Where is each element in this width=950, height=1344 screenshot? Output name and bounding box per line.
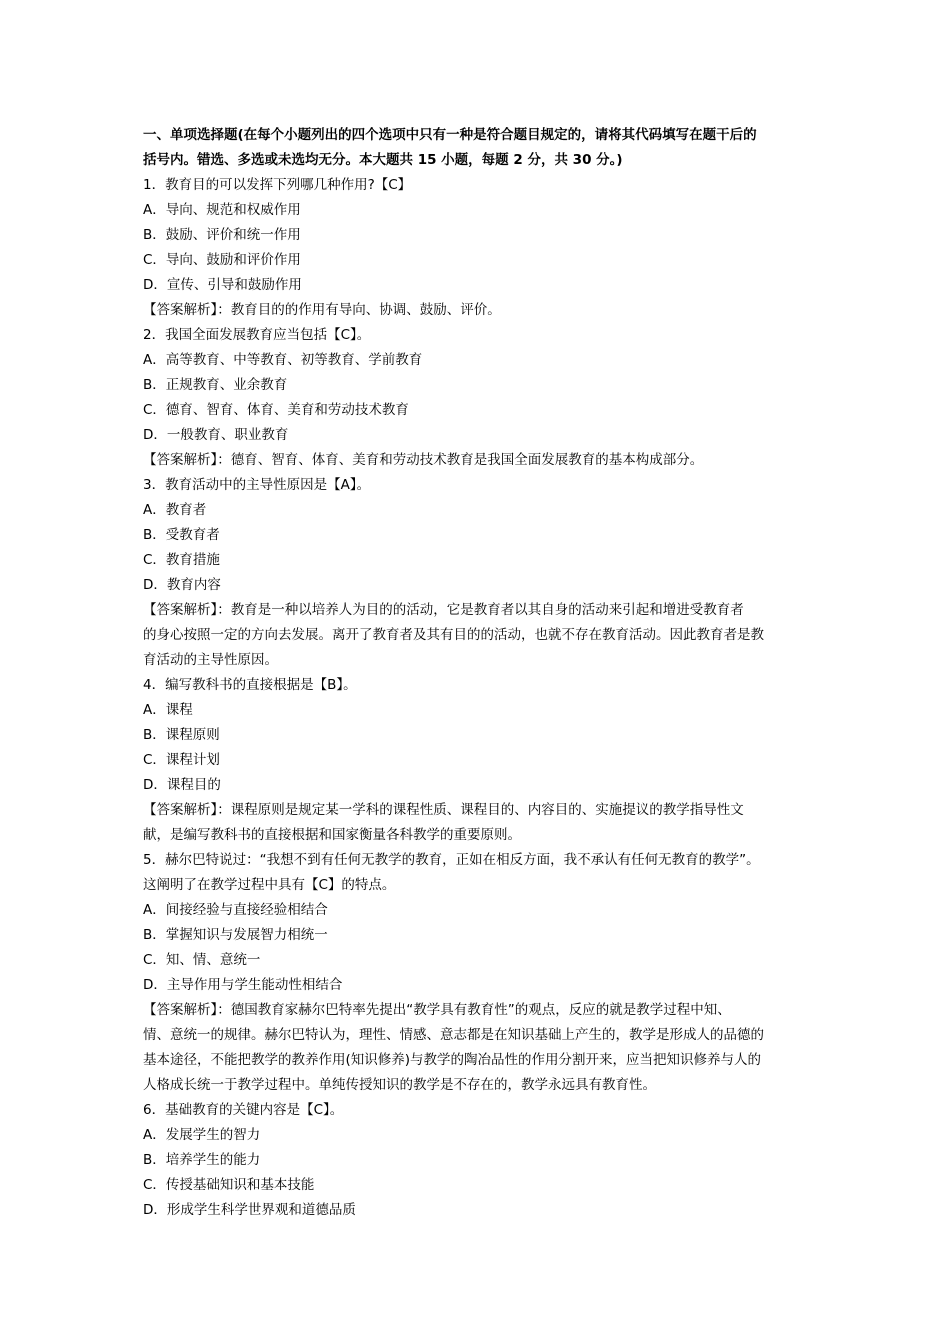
answer-option: C．德育、智育、体育、美育和劳动技术教育	[143, 402, 409, 418]
document-page	[143, 123, 823, 1223]
question-block	[143, 673, 823, 848]
answer-option: D．主导作用与学生能动性相结合	[143, 977, 343, 993]
answer-option: D．教育内容	[143, 577, 221, 593]
question-block	[143, 173, 823, 323]
answer-option: D．形成学生科学世界观和道德品质	[143, 1202, 356, 1218]
question-stem: 4．编写教科书的直接根据是【B】。	[143, 677, 357, 693]
question-stem: 2．我国全面发展教育应当包括【C】。	[143, 327, 371, 343]
question-stem: 这阐明了在教学过程中具有【C】的特点。	[143, 877, 396, 893]
question-stem: 1．教育目的可以发挥下列哪几种作用?【C】	[143, 177, 412, 193]
answer-option: B．掌握知识与发展智力相统一	[143, 927, 328, 943]
answer-analysis: 基本途径，不能把教学的教养作用(知识修养)与教学的陶冶品性的作用分割开来，应当把知识修养与人的	[143, 1052, 762, 1068]
answer-option: D．一般教育、职业教育	[143, 427, 289, 443]
answer-option: C．传授基础知识和基本技能	[143, 1177, 315, 1193]
answer-option: A．课程	[143, 702, 193, 718]
question-stem: 3．教育活动中的主导性原因是【A】。	[143, 477, 371, 493]
answer-option: D．宣传、引导和鼓励作用	[143, 277, 302, 293]
answer-analysis: 情、意统一的规律。赫尔巴特认为，理性、情感、意志都是在知识基础上产生的，教学是形成人的品德的	[143, 1027, 764, 1043]
answer-analysis: 献，是编写教科书的直接根据和国家衡量各科教学的重要原则。	[143, 827, 521, 843]
answer-analysis: 育活动的主导性原因。	[143, 652, 278, 668]
answer-analysis: 【答案解析】：德育、智育、体育、美育和劳动技术教育是我国全面发展教育的基本构成部分。	[143, 452, 704, 468]
answer-option: C．教育措施	[143, 552, 220, 568]
question-block	[143, 323, 823, 473]
answer-analysis: 的身心按照一定的方向去发展。离开了教育者及其有目的的活动，也就不存在教育活动。因此教育者是教	[143, 627, 764, 643]
answer-option: A．间接经验与直接经验相结合	[143, 902, 328, 918]
answer-option: A．高等教育、中等教育、初等教育、学前教育	[143, 352, 423, 368]
answer-analysis: 【答案解析】：教育是一种以培养人为目的的活动，它是教育者以其自身的活动来引起和增进受教育者	[143, 602, 744, 618]
answer-option: D．课程目的	[143, 777, 221, 793]
answer-option: A．发展学生的智力	[143, 1127, 261, 1143]
answer-analysis: 人格成长统一于教学过程中。单纯传授知识的教学是不存在的，教学永远具有教育性。	[143, 1077, 656, 1093]
question-block	[143, 848, 823, 1098]
answer-option: C．知、情、意统一	[143, 952, 261, 968]
section-heading-line-1: 一、单项选择题(在每个小题列出的四个选项中只有一种是符合题目规定的，请将其代码填写在题干后的	[143, 127, 757, 143]
answer-option: B．正规教育、业余教育	[143, 377, 288, 393]
answer-option: A．教育者	[143, 502, 207, 518]
answer-option: C．课程计划	[143, 752, 220, 768]
answer-option: B．课程原则	[143, 727, 220, 743]
answer-analysis: 【答案解析】：课程原则是规定某一学科的课程性质、课程目的、内容目的、实施提议的教学指导性文	[143, 802, 744, 818]
question-stem: 5．赫尔巴特说过：“我想不到有任何无教学的教育，正如在相反方面，我不承认有任何无教育的教学”。	[143, 852, 760, 868]
answer-option: B．培养学生的能力	[143, 1152, 261, 1168]
question-list	[143, 173, 823, 1223]
answer-option: B．受教育者	[143, 527, 220, 543]
answer-analysis: 【答案解析】：教育目的的作用有导向、协调、鼓励、评价。	[143, 302, 501, 318]
question-block	[143, 1098, 823, 1223]
question-stem: 6．基础教育的关键内容是【C】。	[143, 1102, 344, 1118]
answer-analysis: 【答案解析】：德国教育家赫尔巴特率先提出“教学具有教育性”的观点，反应的就是教学过程中知、	[143, 1002, 731, 1018]
question-block	[143, 473, 823, 673]
section-heading-line-2: 括号内。错选、多选或未选均无分。本大题共 15 小题，每题 2 分，共 30 分。)	[143, 152, 623, 168]
answer-option: C．导向、鼓励和评价作用	[143, 252, 301, 268]
answer-option: B．鼓励、评价和统一作用	[143, 227, 301, 243]
answer-option: A．导向、规范和权威作用	[143, 202, 301, 218]
